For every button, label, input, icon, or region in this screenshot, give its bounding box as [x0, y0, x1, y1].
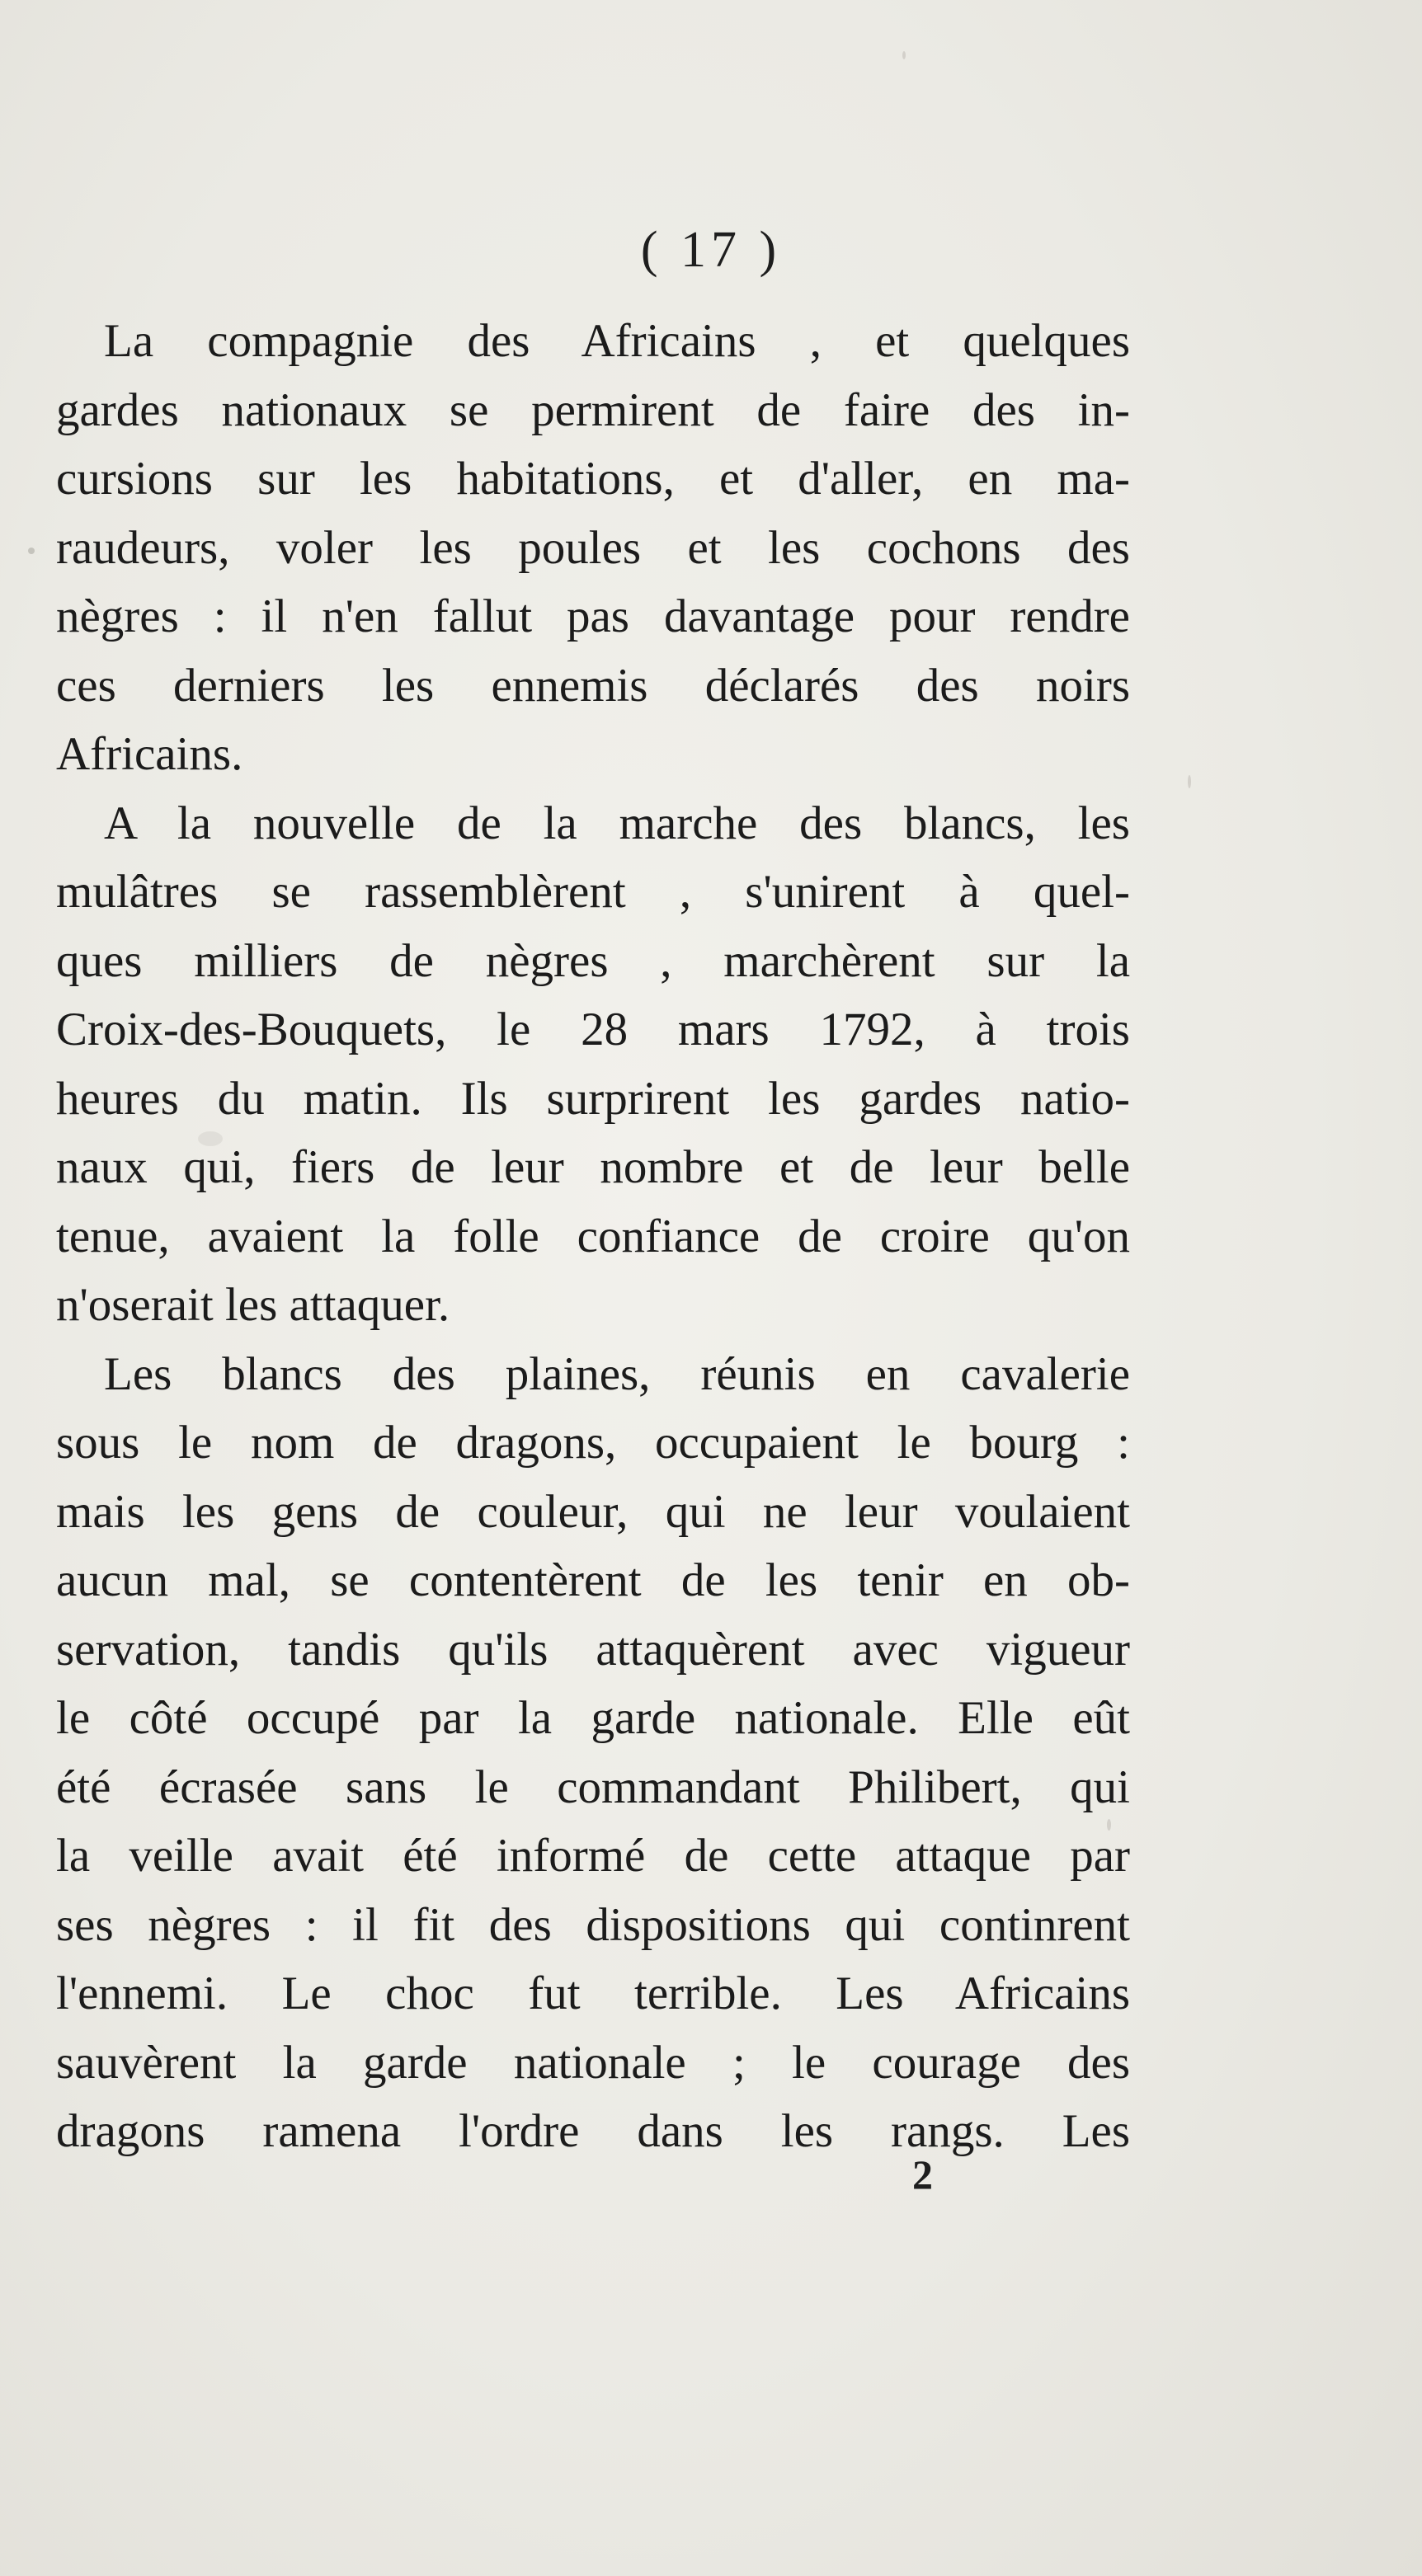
text-line: dragons ramena l'ordre dans les rangs. Les: [56, 2105, 1130, 2157]
paper-speck: [1107, 1819, 1111, 1831]
text-line: raudeurs, voler les poules et les cochons des: [56, 521, 1130, 574]
text-line: mulâtres se rassemblèrent , s'unirent à quel-: [56, 866, 1130, 918]
text-line: ques milliers de nègres , marchèrent sur la: [56, 934, 1130, 987]
text-line: été écrasée sans le commandant Philibert, qui: [56, 1760, 1130, 1813]
text-line: la veille avait été informé de cette attaque par: [56, 1830, 1130, 1882]
paper-speck: [28, 548, 35, 554]
text-line: nègres : il n'en fallut pas davantage pour rendre: [56, 590, 1130, 642]
body-text: [56, 307, 1130, 2166]
paragraph-2: [56, 789, 1130, 1340]
text-line: mais les gens de couleur, qui ne leur voulaient: [56, 1485, 1130, 1538]
paper-speck: [198, 1131, 223, 1146]
text-line: servation, tandis qu'ils attaquèrent avec vigueur: [56, 1623, 1130, 1676]
signature-mark: 2: [912, 2151, 933, 2198]
text-line: n'oserait les attaquer.: [56, 1279, 450, 1331]
text-line: naux qui, fiers de leur nombre et de leur belle: [56, 1141, 1130, 1193]
text-line: Africains.: [56, 728, 243, 780]
text-line: ses nègres : il fit des dispositions qui continrent: [56, 1898, 1130, 1951]
text-line: aucun mal, se contentèrent de les tenir en ob-: [56, 1554, 1130, 1606]
text-line: gardes nationaux se permirent de faire des in-: [56, 383, 1130, 436]
text-line: heures du matin. Ils surprirent les gardes natio-: [56, 1072, 1130, 1125]
text-line: Croix-des-Bouquets, le 28 mars 1792, à trois: [56, 1004, 1130, 1055]
paper-speck: [1188, 775, 1191, 788]
text-line: La compagnie des Africains , et quelques: [104, 315, 1130, 367]
text-line: tenue, avaient la folle confiance de croire qu'on: [56, 1210, 1130, 1262]
page-number: ( 17 ): [640, 222, 782, 278]
text-line: le côté occupé par la garde nationale. Elle eût: [56, 1692, 1130, 1744]
paragraph-3: [56, 1340, 1130, 2166]
text-line: ces derniers les ennemis déclarés des noirs: [56, 659, 1130, 712]
paper-speck: [902, 51, 906, 59]
text-line: l'ennemi. Le choc fut terrible. Les Africains: [56, 1967, 1130, 2019]
text-line: A la nouvelle de la marche des blancs, les: [104, 797, 1130, 849]
text-line: sous le nom de dragons, occupaient le bourg :: [56, 1417, 1130, 1469]
text-line: cursions sur les habitations, et d'aller, en ma-: [56, 453, 1130, 505]
text-line: sauvèrent la garde nationale ; le courage des: [56, 2036, 1130, 2089]
paragraph-1: [56, 307, 1130, 789]
text-line: Les blancs des plaines, réunis en cavalerie: [104, 1347, 1130, 1400]
